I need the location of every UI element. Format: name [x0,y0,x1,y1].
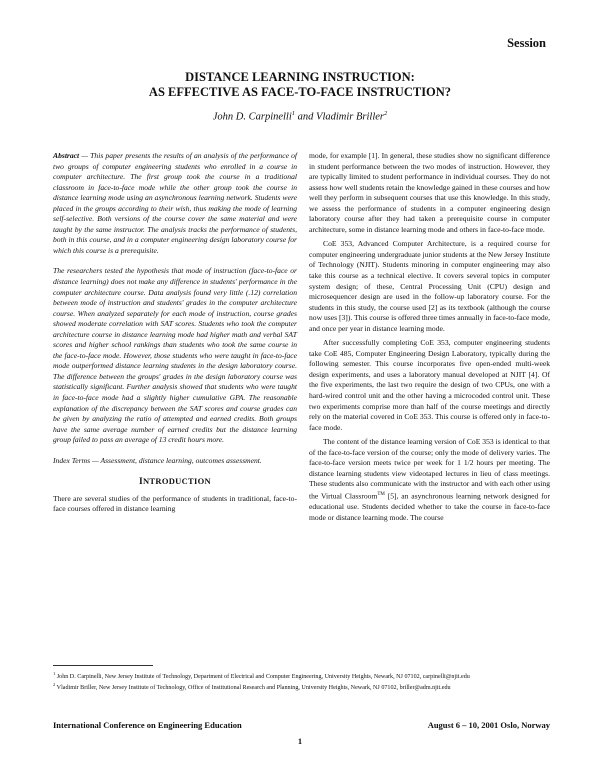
author-2-mark: 2 [384,110,388,117]
footer-conference: International Conference on Engineering Education [53,720,242,730]
title-line-1: DISTANCE LEARNING INSTRUCTION: [185,70,415,84]
footer-date-place: August 6 – 10, 2001 Oslo, Norway [427,720,550,730]
author-1: John D. Carpinelli [212,111,292,123]
abstract-label: Abstract [53,151,80,160]
intro-paragraph-3: After successfully completing CoE 353, computer engineering students take CoE 485, Computer Engineering Design Laboratory, typically during the following semester. This course incorporates five open-ended multi-week design experiments, and uses a laboratory manual developed at NJIT [4]. Of the five experiments, the last two require the design of two CPUs, one with a hard-wired control unit and the other having a microcoded control unit. These two experiments comprise more than half of the course meetings and directly rely on the material covered in CoE 353. This course is offered only in face-to-face mode. [309,338,550,432]
index-terms: Index Terms — Assessment, distance learning, outcomes assessment. [53,455,262,465]
footnote-2: $^2$ Vladimir Briller, New Jersey Institute of Technology, Office of Institutional Research and Planning, University Heights, Newark, NJ 07102, briller@adm.njit.edu [53,682,451,692]
title-line-2: AS EFFECTIVE AS FACE-TO-FACE INSTRUCTION? [148,85,452,99]
author-connector: and [295,111,317,123]
intro-paragraph-4: The content of the distance learning version of CoE 353 is identical to that of the face-to-face version of the course; only the mode of delivery varies. The face-to-face version meets twice per week for 1 1/2 hours per meeting. The distance learning students view videotaped lectures in lieu of class meetings. These students also communicate with the instructor and with each other using the Virtual Classroom™ [5], an asynchronous learning network designed for educational use. Students decided whether to take the course in face-to-face mode or distance learning mode. The course [309,437,550,522]
abstract-paragraph-2: The researchers tested the hypothesis that mode of instruction (face-to-face or distance learning) does not make any difference in students' performance in the computer architecture course. Data analysis found very little (.12) correlation between mode of instruction and students' grades in the computer architecture course. When analyzed separately for each mode of instruction, course grades showed moderate correlation with SAT scores. Students who took the computer architecture course in distance learning mode had higher math and verbal SAT scores and higher school rankings than students who took the same course in the face-to-face mode. However, those students who were taught in face-to-face mode outperformed distance learning students in the design laboratory course. The difference between the groups' grades in the design laboratory course was statistically significant. Further analysis showed that students who were taught in face-to-face mode had a slightly higher cumulative GPA. The reasonable explanation of the discrepancy between the SAT scores and course grades can be given by analyzing the ratio of attempted and earned credits. Both groups have the same average number of earned credits but the distance learning group failed to pass an average of 13 credit hours more. [53,266,297,445]
author-line [0,110,600,123]
intro-paragraph-1-start: There are several studies of the performance of students in traditional, face-to-face courses offered in distance learning [53,493,297,514]
footnotes [53,670,550,692]
intro-paragraph-2: CoE 353, Advanced Computer Architecture, is a required course for computer engineering undergraduate junior students at the New Jersey Institute of Technology (NJIT). Students minoring in computer engineering may also take this course as a technical elective. It covers several topics in computer system design; of these, Central Processing Unit (CPU) design and microsequencer design are used in the follow-up laboratory course. For the students in this study, the course used [2] as its textbook (although the course now uses [3]). This course is offered three times annually in face-to-face mode, and once per year in distance learning mode. [309,239,550,333]
abstract-paragraph-1: Abstract — This paper presents the results of an analysis of the performance of two groups of computer engineering students who enrolled in a course in computer architecture. The first group took the course in a traditional classroom in face-to-face mode while the other group took the course in distance learning mode using an asynchronous learning network. Students were placed in the groups according to their wish, thus making the mode of learning self-selective. Both versions of the course cover the same material and were taught by the same instructor. The analysis tracks the performance of students, both in this course, and in a computer engineering design laboratory course for which this course is a prerequisite. [53,151,297,255]
session-label: Session [507,36,546,50]
intro-paragraph-1-end: mode, for example [1]. In general, these studies show no significant difference in student performance between the two modes of instruction. However, they are typically limited to student performance in individual courses. They do not assess how well students retain the knowledge gained in these courses and how well they perform in subsequent courses that use this knowledge. In this study, we assess the performance of students in a computer engineering design laboratory course after they had taken a prerequisite course in computer architecture, some in distance learning mode and others in face-to-face mode. [309,151,550,234]
page-number: 1 [297,736,303,746]
paper-title [0,70,600,100]
trademark-mark: TM [377,491,385,497]
footnote-1: $^1$ John D. Carpinelli, New Jersey Institute of Technology, Department of Electrical and Computer Engineering, University Heights, Newark, NJ 07102, carpinelli@njit.edu [53,671,470,681]
author-2: Vladimir Briller [316,111,384,123]
footnote-divider [53,665,153,666]
right-column [309,151,550,533]
author-1-mark: 1 [291,110,296,117]
introduction-heading: INTRODUCTION [138,476,211,488]
left-column [53,151,297,525]
